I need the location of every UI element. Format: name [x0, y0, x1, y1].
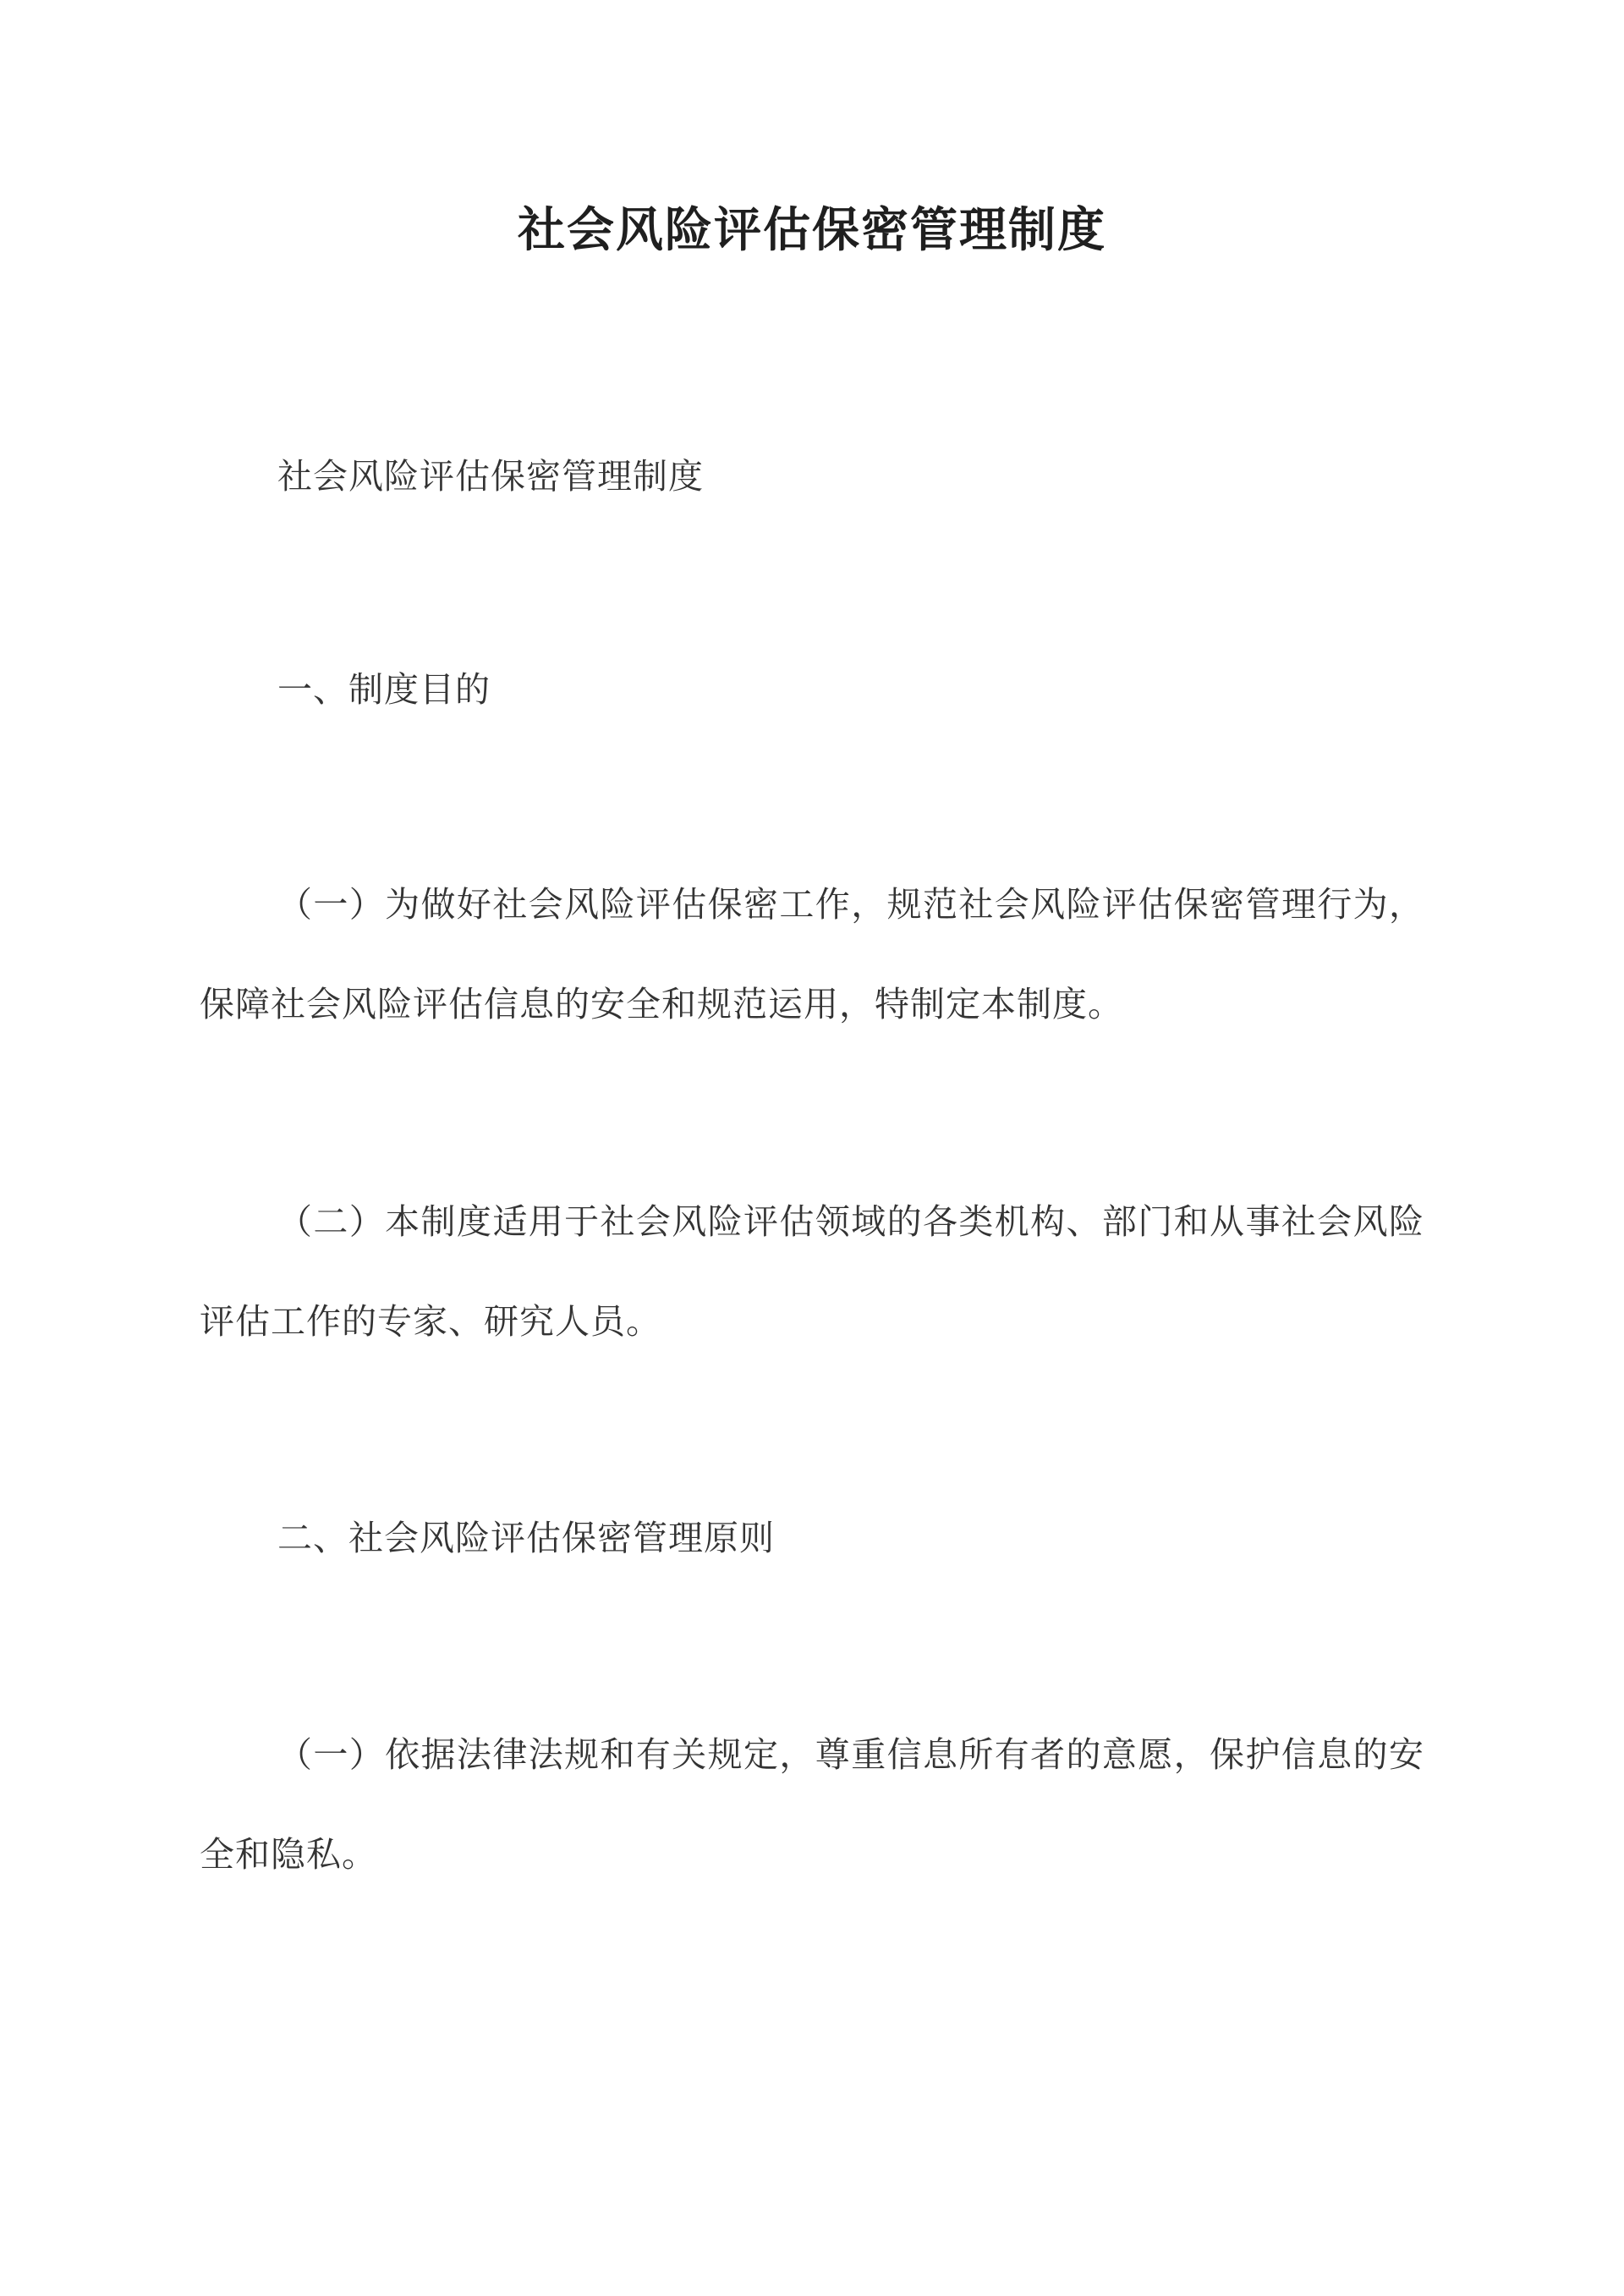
paragraph-1-1: （一）为做好社会风险评估保密工作，规范社会风险评估保密管理行为，保障社会风险评估信息的安全和规范运用，特制定本制度。 [200, 884, 1424, 1024]
paragraph-1-2: （二）本制度适用于社会风险评估领域的各类机构、部门和从事社会风险评估工作的专家、研究人员。 [200, 1201, 1424, 1342]
section-heading-2: 二、社会风险评估保密管理原则 [277, 1518, 775, 1558]
document-title: 社会风险评估保密管理制度 [518, 202, 1106, 258]
section-heading-1: 一、制度目的 [277, 669, 491, 710]
paragraph-2-1: （一）依据法律法规和有关规定，尊重信息所有者的意愿，保护信息的安全和隐私。 [200, 1734, 1424, 1875]
document-subtitle: 社会风险评估保密管理制度 [277, 456, 704, 497]
